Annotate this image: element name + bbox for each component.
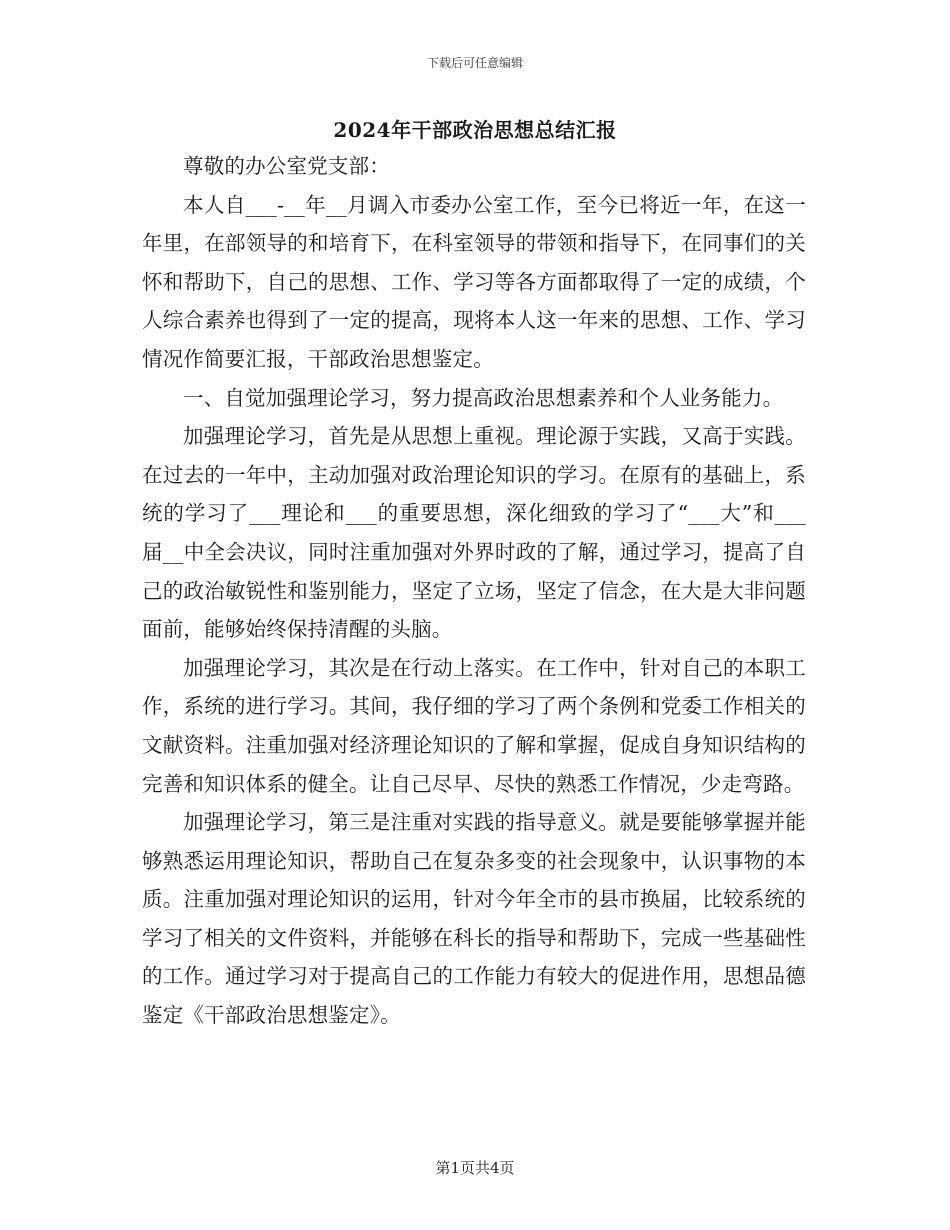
document-title: 2024年干部政治思想总结汇报 bbox=[333, 118, 617, 142]
page-number: 第1页共4页 bbox=[435, 1159, 515, 1177]
header-note: 下载后可任意编辑 bbox=[426, 56, 523, 70]
paragraph-theory-third: 加强理论学习，第三是注重对实践的指导意义。就是要能够掌握并能够熟悉运用理论知识，帮助自己在复杂多变的社会现象中，认识事物的本质。注重加强对理论知识的运用，针对今年全市的县市换届，比较系统的学习了相关的文件资料，并能够在科长的指导和帮助下，完成一些基础性的工作。通过学习对于提高自己的工作能力有较大的促进作用，思想品德鉴定《干部政治思想鉴定》。 bbox=[142, 810, 806, 1028]
section-heading-1: 一、自觉加强理论学习，努力提高政治思想素养和个人业务能力。 bbox=[183, 385, 784, 410]
paragraph-theory-first: 加强理论学习，首先是从思想上重视。理论源于实践，又高于实践。在过去的一年中，主动加强对政治理论知识的学习。在原有的基础上，系统的学习了___理论和___的重要思想，深化细致的学习了“___大”和___届__中全会决议，同时注重加强对外界时政的了解，通过学习，提高了自己的政治敏锐性和鉴别能力，坚定了立场，坚定了信念，在大是大非问题面前，能够始终保持清醒的头脑。 bbox=[142, 424, 806, 642]
salutation: 尊敬的办公室党支部： bbox=[183, 154, 390, 178]
document-body bbox=[142, 147, 806, 1035]
paragraph-intro: 本人自___-__年__月调入市委办公室工作，至今已将近一年，在这一年里，在部领导的和培育下，在科室领导的带领和指导下，在同事们的关怀和帮助下，自己的思想、工作、学习等各方面都取得了一定的成绩，个人综合素养也得到了一定的提高，现将本人这一年来的思想、工作、学习情况作简要汇报，干部政治思想鉴定。 bbox=[142, 192, 806, 371]
paragraph-theory-second: 加强理论学习，其次是在行动上落实。在工作中，针对自己的本职工作，系统的进行学习。其间，我仔细的学习了两个条例和党委工作相关的文献资料。注重加强对经济理论知识的了解和掌握，促成自身知识结构的完善和知识体系的健全。让自己尽早、尽快的熟悉工作情况，少走弯路。 bbox=[142, 655, 806, 796]
